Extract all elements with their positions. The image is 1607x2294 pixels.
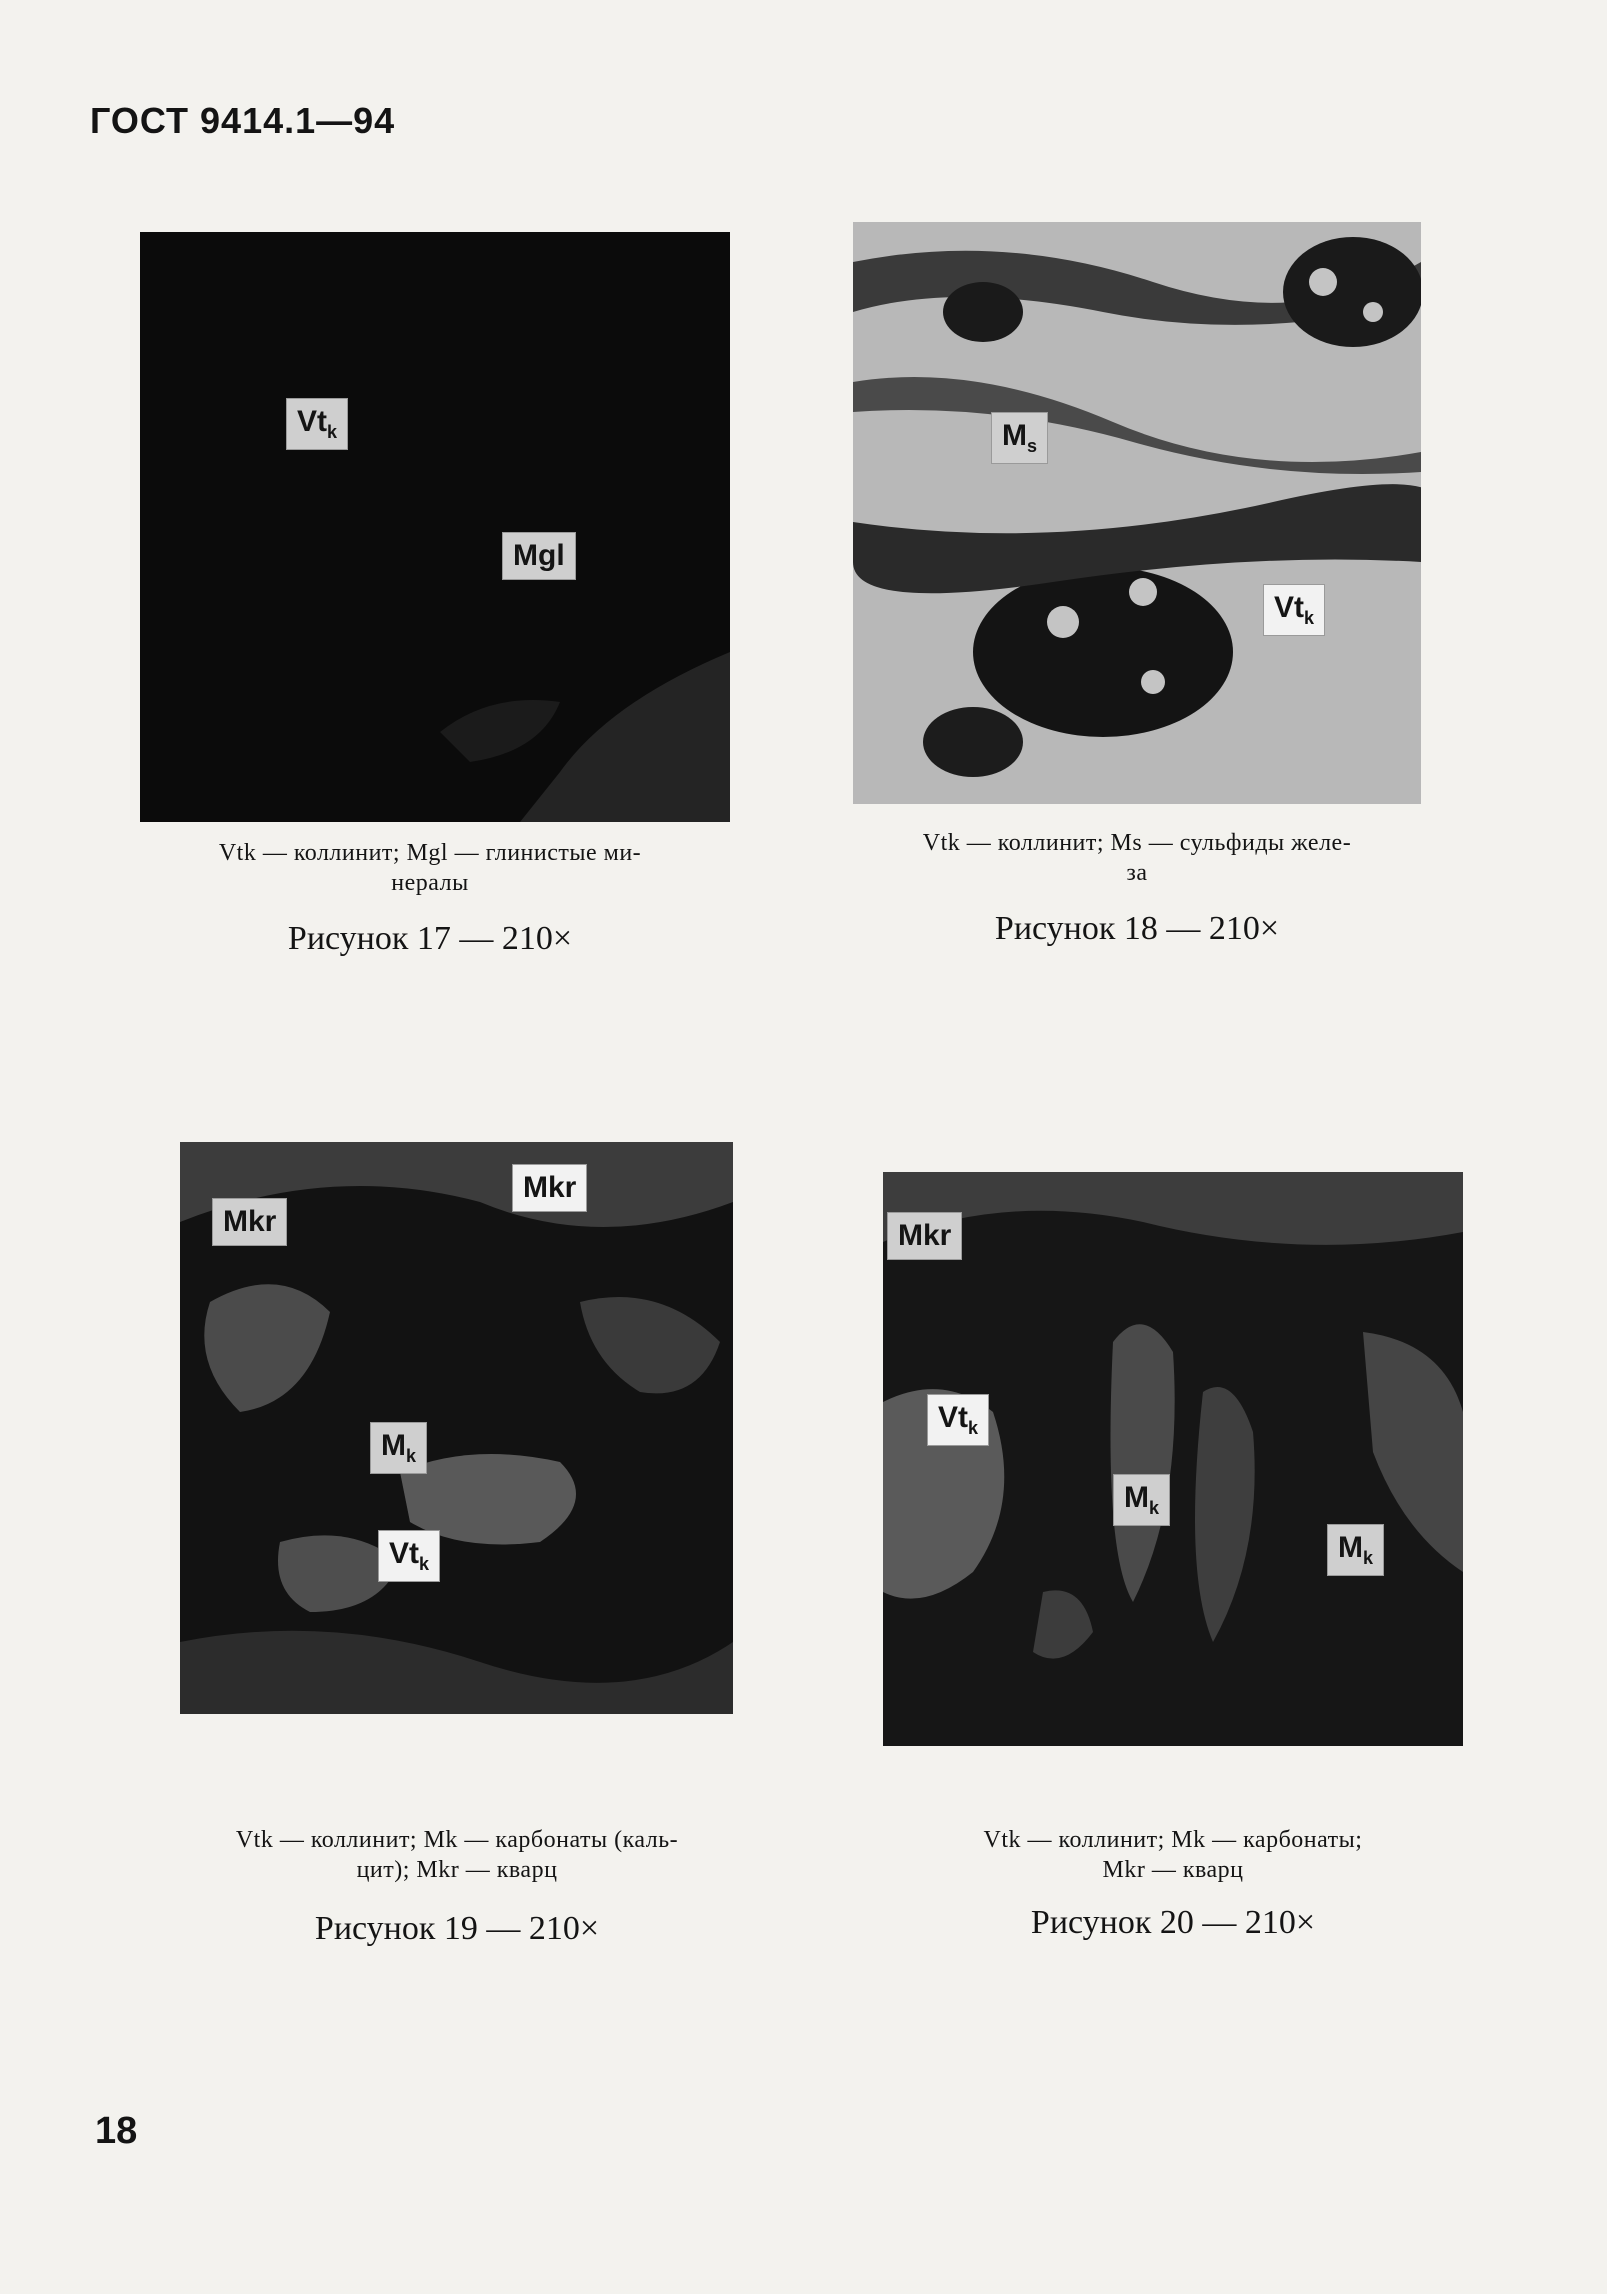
- figure-18-caption: Рисунок 18 — 210×: [994, 910, 1280, 947]
- label-mk-center: $M_k$: [1113, 1474, 1170, 1526]
- figure-17-legend: Vtk — коллинит; Mgl — глинистые ми- нералы: [218, 840, 642, 896]
- figure-20-caption: Рисунок 20 — 210×: [1030, 1904, 1316, 1941]
- label-mgl: Mgl: [502, 532, 576, 580]
- figure-20-photo: [883, 1172, 1463, 1746]
- label-mk-right: $M_k$: [1327, 1524, 1384, 1576]
- figure-17-caption: Рисунок 17 — 210×: [287, 920, 573, 957]
- label-vtk: $Vt_k$: [1263, 584, 1325, 636]
- figure-17-photo: [140, 232, 730, 822]
- figure-18-photo: [853, 222, 1421, 804]
- label-mkr: Mkr: [887, 1212, 962, 1260]
- figure-18-micrograph: [853, 222, 1421, 804]
- figure-18-legend: Vtk — коллинит; Ms — сульфиды желе- за: [922, 830, 1352, 886]
- label-mkr-top: Mkr: [512, 1164, 587, 1212]
- label-vtk: $Vt_k$: [927, 1394, 989, 1446]
- figure-19-caption: Рисунок 19 — 210×: [314, 1910, 600, 1947]
- document-code: ГОСТ 9414.1—94: [90, 100, 396, 141]
- label-mk: $M_k$: [370, 1422, 427, 1474]
- label-mkr-left: Mkr: [212, 1198, 287, 1246]
- figure-19-photo: [180, 1142, 733, 1714]
- figure-19-legend: Vtk — коллинит; Mk — карбонаты (каль- цит); Mkr — кварц: [235, 1827, 679, 1883]
- figure-17-micrograph: [140, 232, 730, 822]
- page-number: 18: [95, 2110, 138, 2152]
- figure-20-micrograph: [883, 1172, 1463, 1746]
- label-ms: $M_s$: [991, 412, 1048, 464]
- figure-20-legend: Vtk — коллинит; Mk — карбонаты; Mkr — кварц: [983, 1827, 1363, 1883]
- label-vtk: $Vt_k$: [378, 1530, 440, 1582]
- label-vtk: $Vt_k$: [286, 398, 348, 450]
